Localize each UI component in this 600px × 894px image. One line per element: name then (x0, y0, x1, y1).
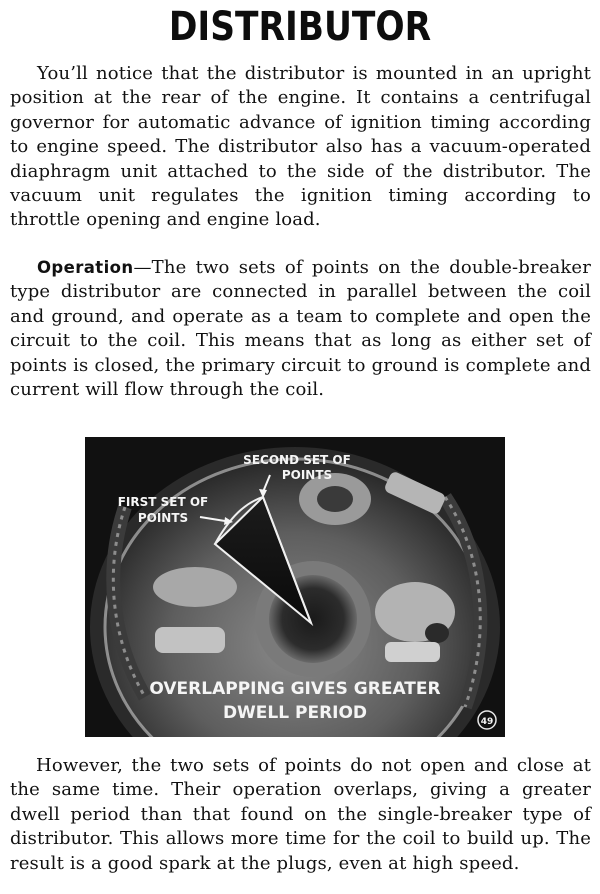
operation-body: —The two sets of points on the double-breaker type distributor are connected in parallel between the coil and ground, and operate as a team to complete and open the circuit to the coil. This means that as long as either set of points is closed, the primary circuit to ground is complete and current will flow through the coil. (10, 257, 591, 401)
operation-heading: Operation (37, 258, 134, 277)
paragraph-operation (10, 256, 591, 402)
distributor-photo (85, 437, 505, 737)
figure-caption-line2: DWELL PERIOD (222, 703, 368, 723)
figure-number: 49 (480, 717, 494, 727)
paragraph-overlap: However, the two sets of points do not open and close at the same time. Their operation overlaps, giving a greater dwell period than that found on the single-breaker type of distributor. This allows more time for the coil to build up. The result is a good spark at the plugs, even at high speed. (10, 755, 591, 874)
figure-caption-line1: OVERLAPPING GIVES GREATER (149, 679, 441, 699)
page-title: DISTRIBUTOR (168, 4, 432, 50)
label-second-set-line2: POINTS (281, 468, 333, 482)
paragraph-intro: You’ll notice that the distributor is mounted in an upright position at the rear of the engine. It contains a centrifugal governor for automatic advance of ignition timing according to engine speed. The distributor also has a vacuum-operated diaphragm unit attached to the side of the distributor. The vacuum unit regulates the ignition timing according to throttle opening and engine load. (10, 63, 591, 231)
label-first-set-line2: POINTS (137, 511, 189, 525)
label-first-set-line1: FIRST SET OF (117, 495, 209, 509)
label-second-set-line1: SECOND SET OF (243, 453, 351, 467)
distributor-photo-illustration (85, 437, 505, 737)
